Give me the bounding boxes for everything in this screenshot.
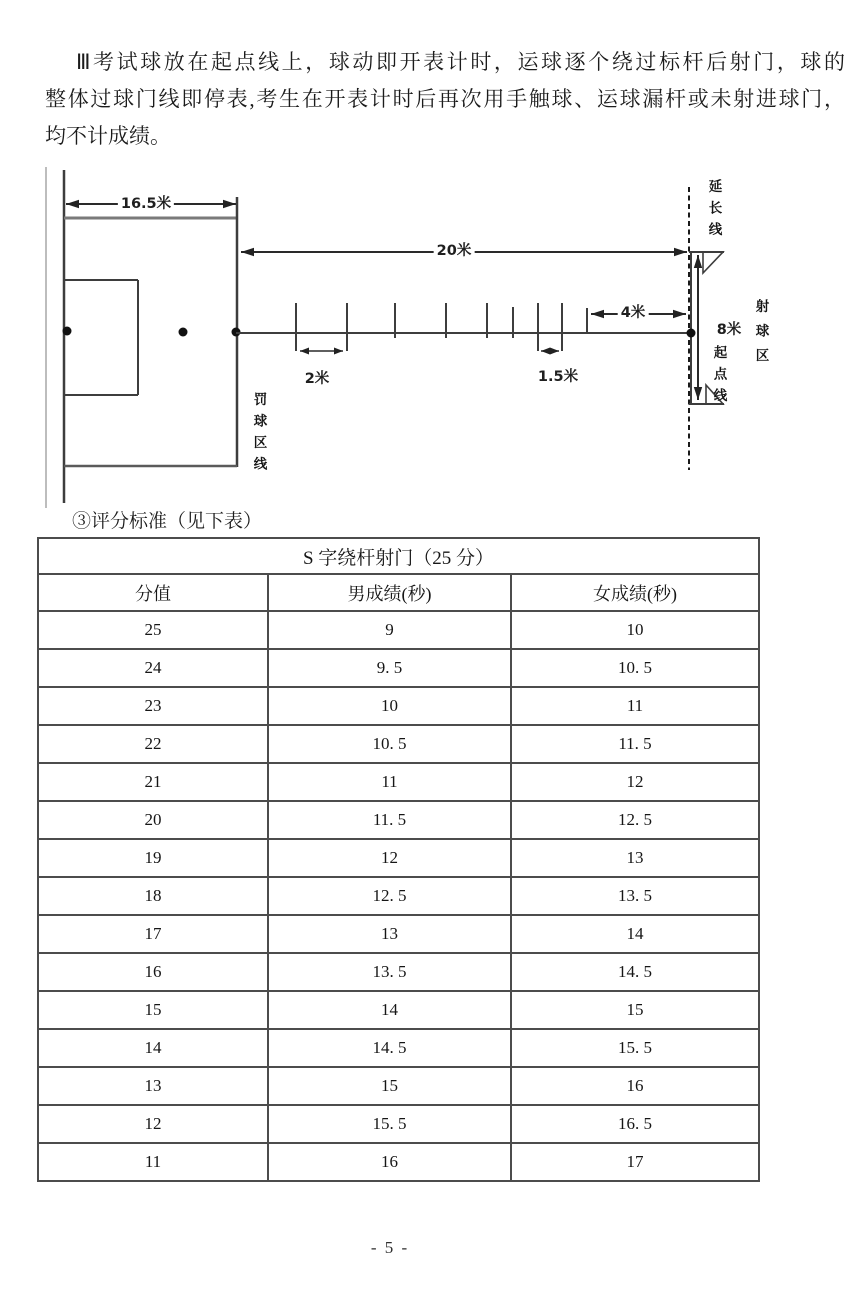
pole-gap-narrow-label: 1.5米 bbox=[537, 369, 579, 386]
table-cell: 14 bbox=[511, 915, 759, 953]
table-row bbox=[38, 1143, 759, 1181]
table-row bbox=[38, 725, 759, 763]
table-cell: 17 bbox=[511, 1143, 759, 1181]
table-row bbox=[38, 611, 759, 649]
table-cell: 11. 5 bbox=[268, 801, 511, 839]
table-cell: 16 bbox=[38, 953, 268, 991]
table-cell: 14. 5 bbox=[511, 953, 759, 991]
table-row bbox=[38, 649, 759, 687]
table-cell: 12 bbox=[511, 763, 759, 801]
column-header-female: 女成绩(秒) bbox=[511, 574, 759, 611]
table-cell: 10 bbox=[268, 687, 511, 725]
table-row bbox=[38, 915, 759, 953]
table-cell: 12. 5 bbox=[268, 877, 511, 915]
pole-gap-wide-label: 2米 bbox=[304, 371, 330, 388]
table-cell: 14 bbox=[268, 991, 511, 1029]
penalty-area-line-label: 罚球区线 bbox=[250, 392, 267, 478]
table-cell: 21 bbox=[38, 763, 268, 801]
table-title-row bbox=[38, 538, 759, 574]
table-cell: 25 bbox=[38, 611, 268, 649]
table-cell: 17 bbox=[38, 915, 268, 953]
score-table-head bbox=[38, 538, 759, 611]
table-cell: 22 bbox=[38, 725, 268, 763]
table-cell: 16. 5 bbox=[511, 1105, 759, 1143]
penalty-width-label: 16.5米 bbox=[118, 197, 174, 213]
column-header-score: 分值 bbox=[38, 574, 268, 611]
table-row bbox=[38, 1029, 759, 1067]
column-header-male: 男成绩(秒) bbox=[268, 574, 511, 611]
last-pole-gap-label: 4米 bbox=[618, 306, 649, 322]
table-cell: 15 bbox=[511, 991, 759, 1029]
paragraph-line: Ⅲ考试球放在起点线上，球动即开表计时，运球逐个绕过标杆后射门，球的 bbox=[76, 50, 845, 74]
table-row bbox=[38, 877, 759, 915]
extension-line-label: 延长线 bbox=[705, 179, 722, 244]
table-cell: 16 bbox=[268, 1143, 511, 1181]
shoot-area-label: 射球区 bbox=[752, 299, 769, 373]
table-cell: 11. 5 bbox=[511, 725, 759, 763]
score-table-body bbox=[38, 611, 759, 1181]
table-cell: 12 bbox=[38, 1105, 268, 1143]
table-cell: 20 bbox=[38, 801, 268, 839]
table-row bbox=[38, 839, 759, 877]
table-row bbox=[38, 801, 759, 839]
field-left-structure bbox=[46, 167, 241, 508]
table-cell: 13. 5 bbox=[268, 953, 511, 991]
table-cell: 14 bbox=[38, 1029, 268, 1067]
paragraph-line: 整体过球门线即停表,考生在开表计时后再次用手触球、运球漏杆或未射进球门， bbox=[45, 87, 845, 111]
table-cell: 15 bbox=[268, 1067, 511, 1105]
table-cell: 9 bbox=[268, 611, 511, 649]
table-cell: 13 bbox=[268, 915, 511, 953]
table-cell: 11 bbox=[268, 763, 511, 801]
table-title: S 字绕杆射门（25 分） bbox=[38, 538, 759, 574]
paragraph-line: 均不计成绩。 bbox=[45, 124, 171, 148]
table-header-row bbox=[38, 574, 759, 611]
field-diagram bbox=[0, 0, 860, 520]
page-number: - 5 - bbox=[370, 1238, 410, 1257]
table-cell: 18 bbox=[38, 877, 268, 915]
table-cell: 19 bbox=[38, 839, 268, 877]
table-cell: 11 bbox=[511, 687, 759, 725]
table-cell: 13 bbox=[511, 839, 759, 877]
table-cell: 13 bbox=[38, 1067, 268, 1105]
table-cell: 12 bbox=[268, 839, 511, 877]
table-cell: 10. 5 bbox=[268, 725, 511, 763]
start-line-label: 起点线 bbox=[710, 345, 727, 410]
run-distance-label: 20米 bbox=[434, 244, 475, 260]
table-row bbox=[38, 1067, 759, 1105]
table-cell: 13. 5 bbox=[511, 877, 759, 915]
table-cell: 15. 5 bbox=[511, 1029, 759, 1067]
table-row bbox=[38, 991, 759, 1029]
dimension-lines bbox=[66, 204, 698, 400]
start-line-length-label: 8米 bbox=[716, 322, 742, 339]
score-table bbox=[37, 537, 760, 1182]
table-cell: 10. 5 bbox=[511, 649, 759, 687]
table-cell: 9. 5 bbox=[268, 649, 511, 687]
scoring-standard-label: ③评分标准（见下表） bbox=[72, 511, 263, 532]
table-cell: 15 bbox=[38, 991, 268, 1029]
table-cell: 15. 5 bbox=[268, 1105, 511, 1143]
table-cell: 12. 5 bbox=[511, 801, 759, 839]
table-cell: 10 bbox=[511, 611, 759, 649]
table-cell: 11 bbox=[38, 1143, 268, 1181]
table-row bbox=[38, 687, 759, 725]
table-cell: 23 bbox=[38, 687, 268, 725]
table-row bbox=[38, 1105, 759, 1143]
table-row bbox=[38, 763, 759, 801]
table-cell: 24 bbox=[38, 649, 268, 687]
table-row bbox=[38, 953, 759, 991]
table-cell: 14. 5 bbox=[268, 1029, 511, 1067]
table-cell: 16 bbox=[511, 1067, 759, 1105]
